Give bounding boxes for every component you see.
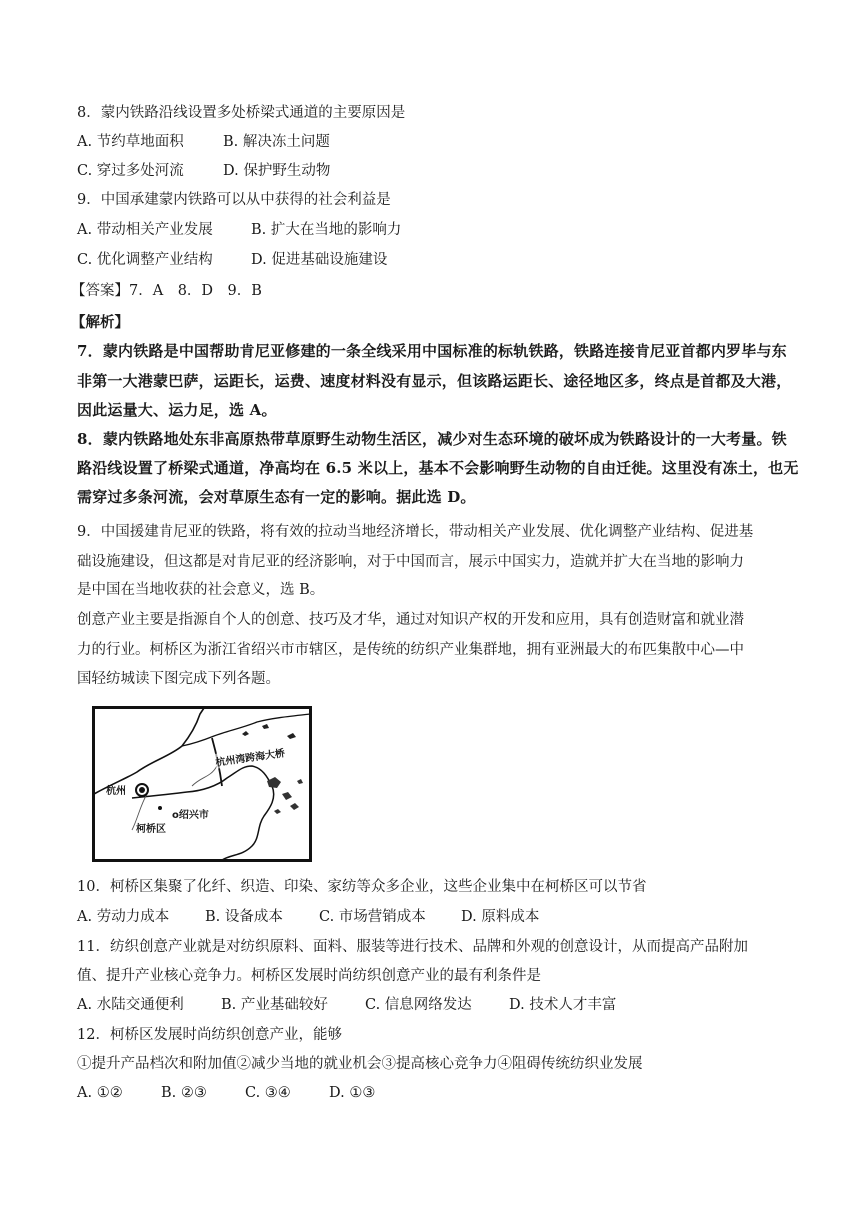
q8-option-c: C. 穿过多处河流 — [77, 163, 184, 179]
q12-stem: 12．柯桥区发展时尚纺织创意产业，能够 — [77, 1027, 342, 1043]
map-label-shaoxing: o绍兴市 — [172, 810, 209, 821]
q11-stem-line2: 值、提升产业核心竞争力。柯桥区发展时尚纺织创意产业的最有利条件是 — [77, 968, 541, 984]
q9-option-b: B. 扩大在当地的影响力 — [251, 222, 402, 238]
q11-option-b: B. 产业基础较好 — [221, 997, 328, 1013]
q10-option-c: C. 市场营销成本 — [319, 909, 426, 925]
q8-option-a: A. 节约草地面积 — [77, 134, 184, 150]
intro-line2: 力的行业。柯桥区为浙江省绍兴市市辖区，是传统的纺织产业集群地，拥有亚洲最大的布匹集散中心—中 — [77, 642, 744, 658]
q11-options — [77, 995, 616, 1015]
q10-option-a: A. 劳动力成本 — [77, 909, 170, 925]
analysis-7-line1: 7．蒙内铁路是中国帮助肯尼亚修建的一条全线采用中国标准的标轨铁路，铁路连接肯尼亚首都内罗毕与东 — [77, 342, 787, 360]
hangzhou-marker-dot — [139, 787, 145, 793]
q9-option-c: C. 优化调整产业结构 — [77, 252, 213, 268]
q8-options-row2 — [77, 161, 330, 181]
analysis-7-line2: 非第一大港蒙巴萨，运距长，运费、速度材料没有显示，但该路运距长、途径地区多，终点是首都及大港， — [77, 372, 792, 390]
analysis-8-line2: 路沿线设置了桥梁式通道，净高均在 6.5 米以上，基本不会影响野生动物的自由迁徙。这里没有冻土，也无 — [77, 459, 799, 477]
q12-option-a: A. ①② — [77, 1085, 123, 1101]
intro-line1: 创意产业主要是指源自个人的创意、技巧及才华，通过对知识产权的开发和应用，具有创造财富和就业潜 — [77, 612, 744, 628]
q10-stem: 10．柯桥区集聚了化纤、织造、印染、家纺等众多企业，这些企业集中在柯桥区可以节省 — [77, 879, 647, 895]
q9-options-row2 — [77, 250, 387, 270]
q10-option-d: D. 原料成本 — [461, 909, 540, 925]
analysis-7-line3: 因此运量大、运力足，选 A。 — [77, 401, 277, 419]
q8-stem: 8．蒙内铁路沿线设置多处桥梁式通道的主要原因是 — [77, 105, 406, 121]
q12-option-c: C. ③④ — [245, 1085, 291, 1101]
q11-option-a: A. 水陆交通便利 — [77, 997, 184, 1013]
q10-options — [77, 907, 539, 927]
q12-option-d: D. ①③ — [329, 1085, 376, 1101]
map-label-bridge: 杭州湾跨海大桥 — [214, 744, 285, 769]
map-label-keqiao: 柯桥区 — [136, 824, 166, 835]
keqiao-marker — [158, 806, 162, 810]
analysis-9-line1: 9．中国援建肯尼亚的铁路，将有效的拉动当地经济增长，带动相关产业发展、优化调整产业结构、促进基 — [77, 524, 754, 540]
answer-line: 【答案】7．A 8．D 9．B — [71, 283, 262, 299]
q12-option-b: B. ②③ — [161, 1085, 207, 1101]
q8-option-b: B. 解决冻土问题 — [223, 134, 330, 150]
q10-option-b: B. 设备成本 — [205, 909, 283, 925]
analysis-9-line2: 础设施建设，但这都是对肯尼亚的经济影响，对于中国而言，展示中国实力，造就并扩大在当地的影响力 — [77, 554, 744, 570]
map-label-hangzhou: 杭州 — [106, 786, 126, 797]
q12-options — [77, 1083, 375, 1103]
analysis-8-line1: 8．蒙内铁路地处东非高原热带草原野生动物生活区，减少对生态环境的破坏成为铁路设计的一大考量。铁 — [77, 430, 787, 448]
q11-option-c: C. 信息网络发达 — [365, 997, 472, 1013]
q9-option-a: A. 带动相关产业发展 — [77, 222, 213, 238]
q12-items: ①提升产品档次和附加值②减少当地的就业机会③提高核心竞争力④阻碍传统纺织业发展 — [77, 1056, 643, 1072]
q8-options-row1 — [77, 132, 330, 152]
q9-stem: 9．中国承建蒙内铁路可以从中获得的社会利益是 — [77, 192, 391, 208]
q9-options-row1 — [77, 220, 401, 240]
analysis-8-line3: 需穿过多条河流，会对草原生态有一定的影响。据此选 D。 — [77, 488, 476, 506]
analysis-heading: 【解析】 — [71, 314, 129, 331]
q8-option-d: D. 保护野生动物 — [223, 163, 331, 179]
analysis-9-line3: 是中国在当地收获的社会意义，选 B。 — [77, 582, 325, 598]
q9-option-d: D. 促进基础设施建设 — [251, 252, 388, 268]
q11-stem-line1: 11．纺织创意产业就是对纺织原料、面料、服装等进行技术、品牌和外观的创意设计，从而提高产品附加 — [77, 939, 748, 955]
intro-line3: 国轻纺城读下图完成下列各题。 — [77, 671, 280, 687]
q11-option-d: D. 技术人才丰富 — [509, 997, 617, 1013]
keqiao-location-map — [92, 706, 312, 862]
